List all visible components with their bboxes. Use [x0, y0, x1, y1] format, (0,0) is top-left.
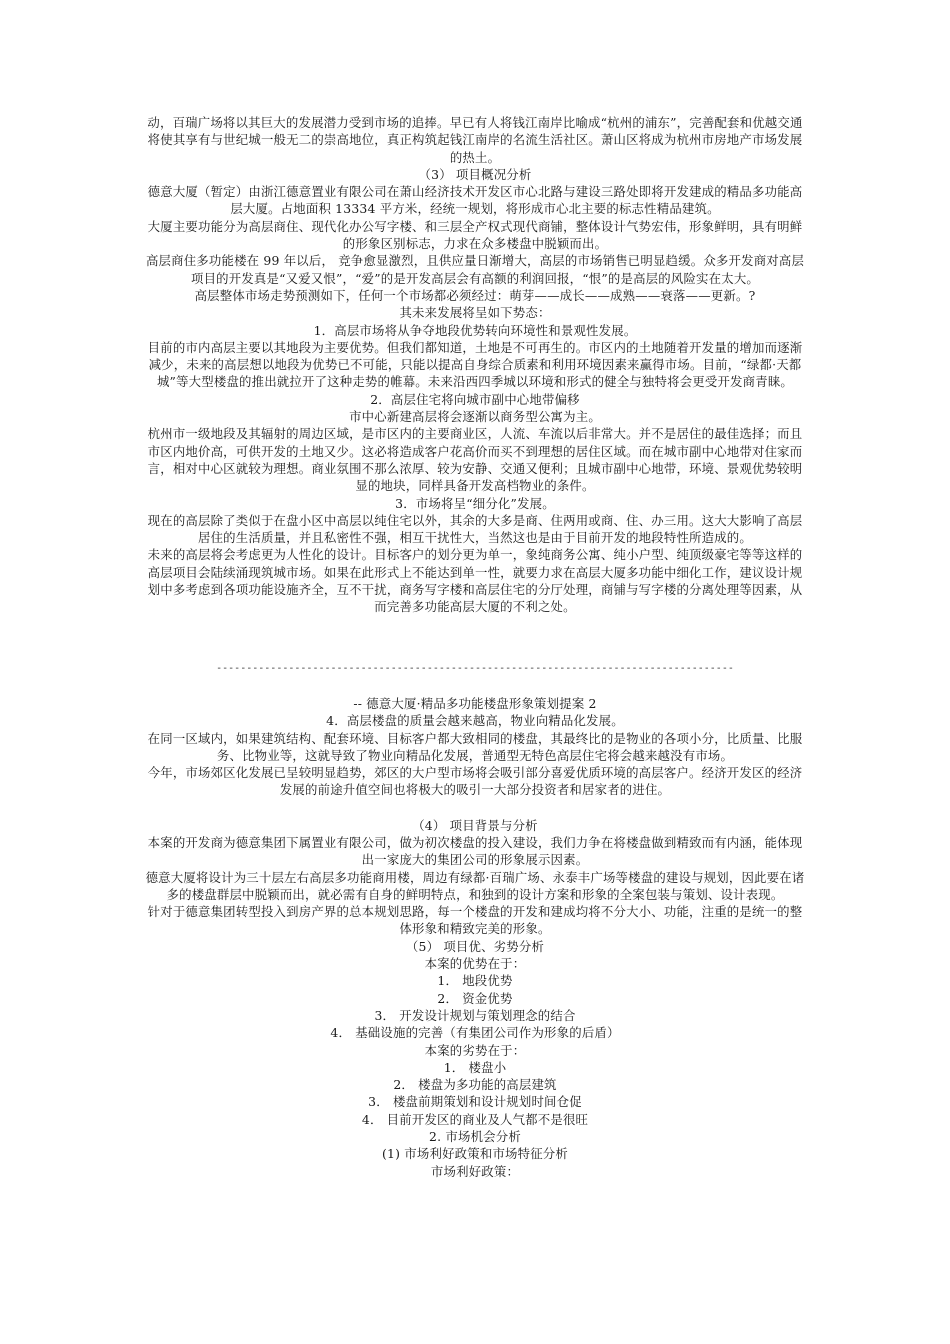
- subsection-heading: (1) 市场利好政策和市场特征分析: [382, 1146, 568, 1162]
- paragraph: 动，百瑞广场将以其巨大的发展潜力受到市场的追捧。早已有人将钱江南岸比喻成“杭州的浦东”，完善配套和优越交通将使其享有与世纪城一般无二的崇高地位，真正构筑起钱江南岸的名流生活社区。萧山区将成为杭州市房地产市场发展的热土。: [147, 115, 803, 165]
- paragraph: 市中心新建高层将会逐渐以商务型公寓为主。: [349, 409, 601, 425]
- paragraph: 在同一区域内，如果建筑结构、配套环境、目标客户都大致相同的楼盘，其最终比的是物业的各项小分，比质量、比服务、比物业等，这就导致了物业向精品化发展，普通型无特色高层住宅将会越来越没有市场。: [147, 730, 803, 763]
- spacer: [142, 616, 808, 660]
- document-page: [142, 114, 808, 1180]
- section-heading: （4） 项目背景与分析: [412, 817, 538, 833]
- page-header: -- 德意大厦·精品多功能楼盘形象策划提案 2: [353, 695, 597, 711]
- list-title: 本案的优势在于：: [424, 956, 526, 972]
- list-heading: 4．高层楼盘的质量会越来越高，物业向精品化发展。: [326, 713, 624, 729]
- paragraph: 高层商住多功能楼在 99 年以后， 竞争愈显激烈，且供应量日渐增大，高层的市场销售已明显趋缓。众多开发商对高层项目的开发真是“又爱又恨”，“爱”的是开发高层会有高额的利润回报，“恨”的是高层的风险实在太大。: [145, 253, 805, 286]
- section-heading: （3） 项目概况分析: [418, 166, 532, 182]
- paragraph: 针对于德意集团转型投入到房产界的总本规划思路，每一个楼盘的开发和建成均将不分大小、功能，注重的是统一的整体形象和精致完美的形象。: [147, 904, 803, 937]
- list-heading: 3．市场将呈“细分化”发展。: [395, 495, 555, 511]
- list-title: 本案的劣势在于：: [424, 1042, 526, 1058]
- section-page1: [142, 114, 808, 616]
- paragraph: 德意大厦将设计为三十层左右高层多功能商用楼，周边有绿都·百瑞广场、永泰丰广场等楼盘的建设与规划，因此要在诸多的楼盘群层中脱颖而出，就必需有自身的鲜明特点，和独到的设计方案和形象的全案包装与策划、设计表现。: [145, 869, 805, 902]
- list-item: 2． 楼盘为多功能的高层建筑: [393, 1077, 557, 1093]
- page-divider: --------------------------------------------------------------------------------------: [216, 662, 734, 674]
- paragraph: 杭州市一级地段及其辐射的周边区域，是市区内的主要商业区，人流、车流以后非常大。并不是居住的最佳选择；而且市区内地价高，可供开发的土地又少。这必将造成客户花高价而买不到理想的居住区域。而在城市副中心地带对住家而言，相对中心区就较为理想。商业氛围不那么浓厚、较为安静、交通又便利；且城市副中心地带，环境、景观优势较明显的地块，同样具备开发高档物业的条件。: [147, 426, 803, 494]
- section-heading: 2. 市场机会分析: [429, 1129, 521, 1145]
- paragraph: 大厦主要功能分为高层商住、现代化办公写字楼、和三层全产权式现代商铺，整体设计气势宏伟，形象鲜明，具有明鲜的形象区别标志，力求在众多楼盘中脱颖而出。: [147, 218, 803, 252]
- list-item: 3． 开发设计规划与策划理念的结合: [374, 1007, 576, 1023]
- paragraph: 本案的开发商为德意集团下属置业有限公司，做为初次楼盘的投入建设，我们力争在将楼盘做到精致而有内涵，能体现出一家庞大的集团公司的形象展示因素。: [147, 834, 803, 868]
- paragraph: 高层整体市场走势预测如下，任何一个市场都必须经过：萌芽——成长——成熟——衰落——更新。?: [194, 287, 756, 303]
- list-heading: 2．高层住宅将向城市副中心地带偏移: [370, 391, 580, 407]
- section-page2: [142, 695, 808, 1180]
- section-heading: （5） 项目优、劣势分析: [405, 938, 545, 954]
- subsection-heading: 市场利好政策：: [430, 1163, 520, 1179]
- spacer: [142, 677, 808, 695]
- paragraph: 现在的高层除了类似于在盘小区中高层以纯住宅以外，其余的大多是商、住两用或商、住、办三用。这大大影响了高层居住的生活质量，并且私密性不强，相互干扰性大，当然这也是由于目前开发的地段特性所造成的。: [147, 512, 803, 546]
- list-heading: 1．高层市场将从争夺地段优势转向环境性和景观性发展。: [313, 322, 637, 338]
- list-item: 2． 资金优势: [437, 990, 513, 1006]
- paragraph: 目前的市内高层主要以其地段为主要优势。但我们都知道，土地是不可再生的。市区内的土地随着开发量的增加而逐渐减少，未来的高层想以地段为优势已不可能，只能以提高自身综合质素和利用环境因素来赢得市场。目前，“绿都·天都城”等大型楼盘的推出就拉开了这种走势的帷幕。未来沿西四季城以环境和形式的健全与独特将会更受开发商青睐。: [147, 339, 803, 390]
- list-item: 4． 基础设施的完善（有集团公司作为形象的后盾）: [330, 1025, 620, 1041]
- paragraph: 未来的高层将会考虑更为人性化的设计。目标客户的划分更为单一，象纯商务公寓、纯小户型、纯顶级豪宅等等这样的高层项目会陆续涌现筑城市场。如果在此形式上不能达到单一性，就要力求在高层大厦多功能中细化工作，建议设计规划中多考虑到各项功能设施齐全，互不干扰，商务写字楼和高层住宅的分厅处理，商铺与写字楼的分离处理等因素，从而完善多功能高层大厦的不利之处。: [147, 547, 803, 615]
- paragraph: 其未来发展将呈如下势态：: [399, 305, 551, 321]
- paragraph: 今年，市场郊区化发展已呈较明显趋势，郊区的大户型市场将会吸引部分喜爱优质环境的高层客户。经济开发区的经济发展的前途升值空间也将极大的吸引一大部分投资者和居家者的进住。: [147, 765, 803, 798]
- list-item: 3． 楼盘前期策划和设计规划时间仓促: [368, 1094, 582, 1110]
- list-item: 1． 楼盘小: [443, 1059, 507, 1075]
- list-item: 4． 目前开发区的商业及人气都不是很旺: [361, 1111, 589, 1127]
- list-item: 1． 地段优势: [437, 973, 513, 989]
- spacer: [142, 799, 808, 817]
- paragraph: 德意大厦（暂定）由浙江德意置业有限公司在萧山经济技术开发区市心北路与建设三路处即将开发建成的精品多功能高层大厦。占地面积 13334 平方米，经统一规划，将形成市心北主要的标志性精品建筑。: [147, 184, 803, 217]
